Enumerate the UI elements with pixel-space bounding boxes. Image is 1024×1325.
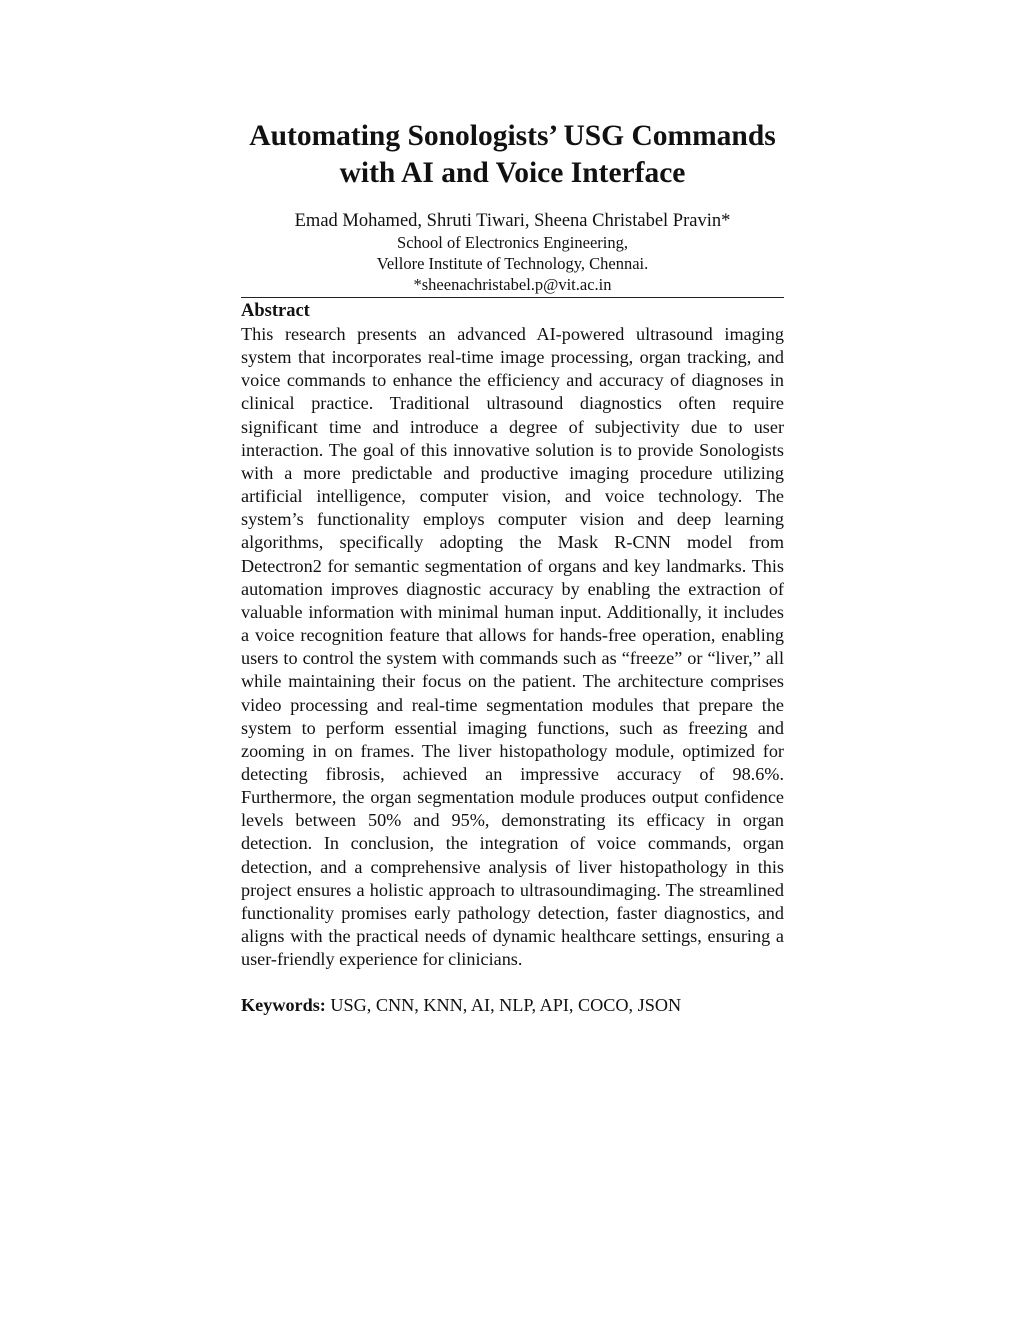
title-line-1: Automating Sonologists’ USG Commands — [249, 120, 776, 152]
corresponding-email: *sheenachristabel.p@vit.ac.in — [241, 274, 784, 298]
affiliation-school: School of Electronics Engineering, — [397, 233, 628, 252]
keywords-line — [241, 994, 784, 1017]
abstract-heading: Abstract — [241, 301, 310, 321]
keywords-label: Keywords: — [241, 995, 326, 1016]
paper-front-page — [241, 118, 784, 1017]
keywords-list: USG, CNN, KNN, AI, NLP, API, COCO, JSON — [330, 995, 682, 1016]
author-list: Emad Mohamed, Shruti Tiwari, Sheena Christabel Pravin* — [294, 211, 731, 231]
paper-title — [241, 118, 784, 192]
title-line-2: with AI and Voice Interface — [339, 157, 686, 189]
abstract-body: This research presents an advanced AI-powered ultrasound imaging system that incorporates real-time image processing, organ tracking, and voice commands to enhance the efficiency and accuracy of diagnoses in clinical practice. Traditional ultrasound diagnostics often require significant time and introduce a degree of subjectivity due to user interaction. The goal of this innovative solution is to provide Sonologists with a more predictable and productive imaging procedure utilizing artificial intelligence, computer vision, and voice technology. The system’s functionality employs computer vision and deep learning algorithms, specifically adopting the Mask R-CNN model from Detectron2 for semantic segmentation of organs and key landmarks. This automation improves diagnostic accuracy by enabling the extraction of valuable information with minimal human input. Additionally, it includes a voice recognition feature that allows for hands-free operation, enabling users to control the system with commands such as “freeze” or “liver,” all while maintaining their focus on the patient. The architecture comprises video processing and real-time segmentation modules that prepare the system to perform essential imaging functions, such as freezing and zooming in on frames. The liver histopathology module, optimized for detecting fibrosis, achieved an impressive accuracy of 98.6%. Furthermore, the organ segmentation module produces output confidence levels between 50% and 95%, demonstrating its efficacy in organ detection. In conclusion, the integration of voice commands, organ detection, and a comprehensive analysis of liver histopathology in this project ensures a holistic approach to ultrasoundimaging. The streamlined functionality promises early pathology detection, faster diagnostics, and aligns with the practical needs of dynamic healthcare settings, ensuring a user-friendly experience for clinicians. — [241, 324, 784, 970]
affiliation-institute: Vellore Institute of Technology, Chennai. — [376, 254, 649, 273]
